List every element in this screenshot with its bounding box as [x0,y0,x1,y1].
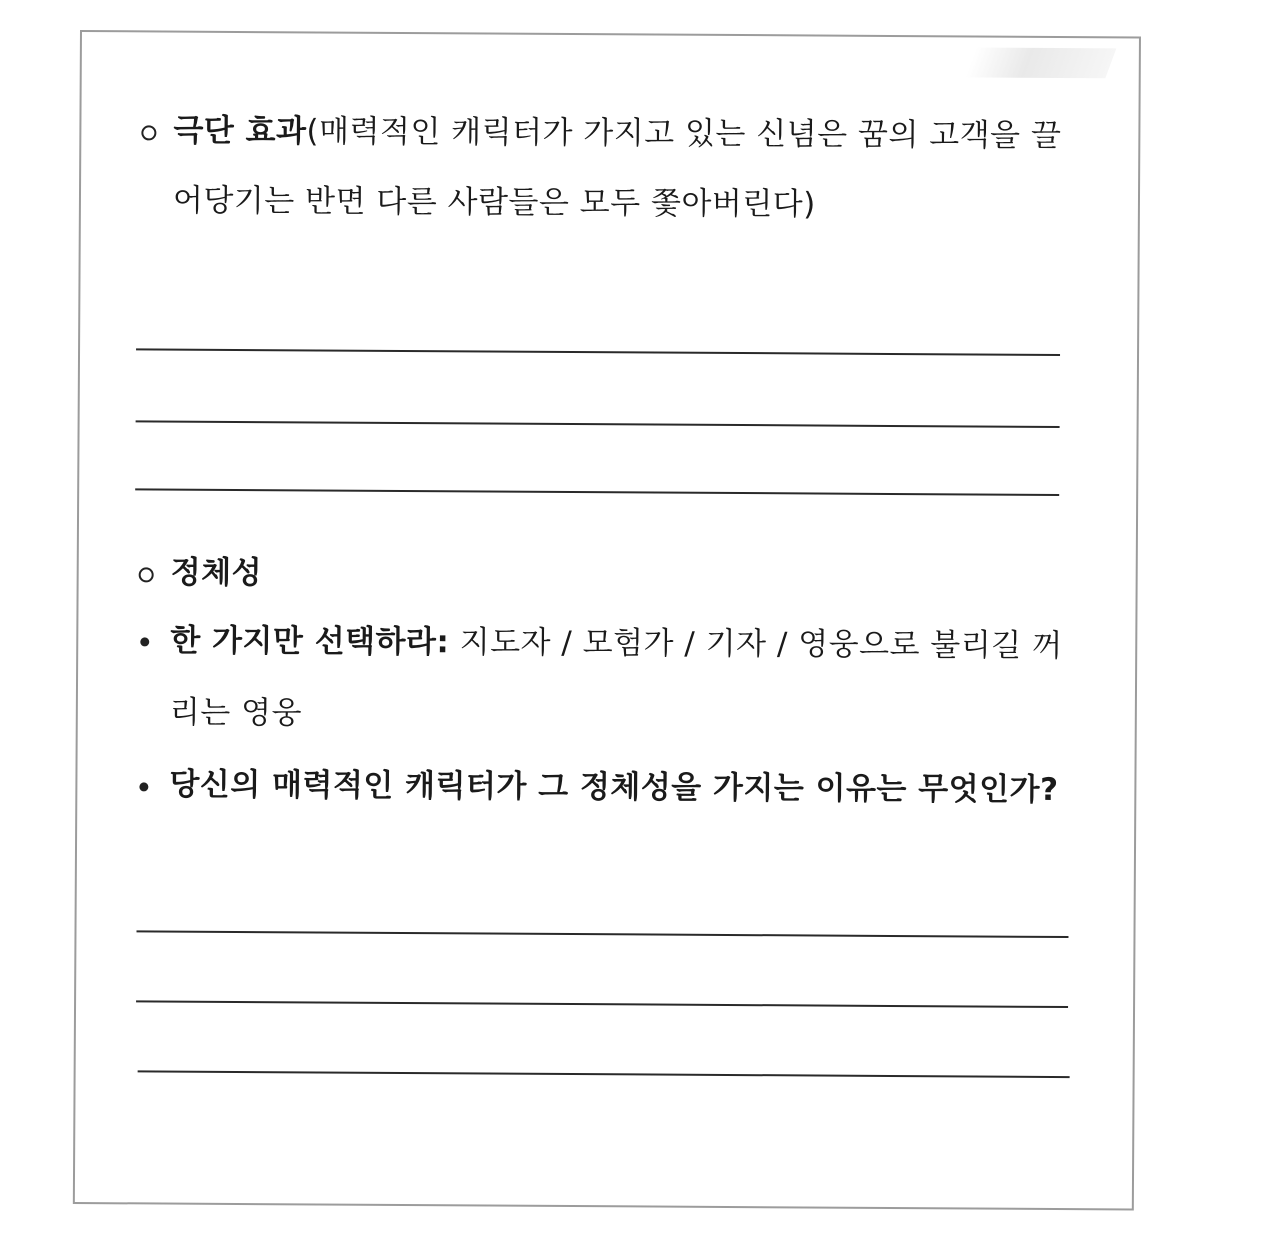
bullet1-line1 [170,621,1062,666]
section1-heading [173,111,1061,156]
section2-answer-line-1[interactable] [136,930,1068,938]
section2-answer-line-2[interactable] [136,1000,1068,1008]
section2-answer-line-3[interactable] [138,1070,1070,1078]
section1-answer-line-1[interactable] [136,348,1060,356]
section1-description-line2: 어당기는 반면 다른 사람들은 모두 쫓아버린다) [172,182,816,223]
bullet1-line2: 리는 영웅 [169,694,303,732]
section1-answer-line-2[interactable] [136,420,1060,428]
bullet1-bold-text: 한 가지만 선택하라: [170,622,450,661]
section1-title: 극단 효과 [173,112,307,150]
bullet1-dot-marker [140,637,149,646]
section1-circle-marker [141,125,156,140]
worksheet-page [73,30,1141,1210]
bullet2-question: 당신의 매력적인 캐릭터가 그 정체성을 가지는 이유는 무엇인가? [169,766,1059,808]
section1-answer-line-3[interactable] [135,488,1059,496]
paper-scuff [965,47,1116,78]
bullet2-dot-marker [139,782,148,791]
section2-circle-marker [139,567,154,582]
section1-description-line1: (매력적인 캐릭터가 가지고 있는 신념은 꿈의 고객을 끌 [306,113,1062,154]
bullet1-options: 지도자 / 모험가 / 기자 / 영웅으로 불리길 꺼 [449,624,1063,665]
section2-title: 정체성 [170,554,263,592]
